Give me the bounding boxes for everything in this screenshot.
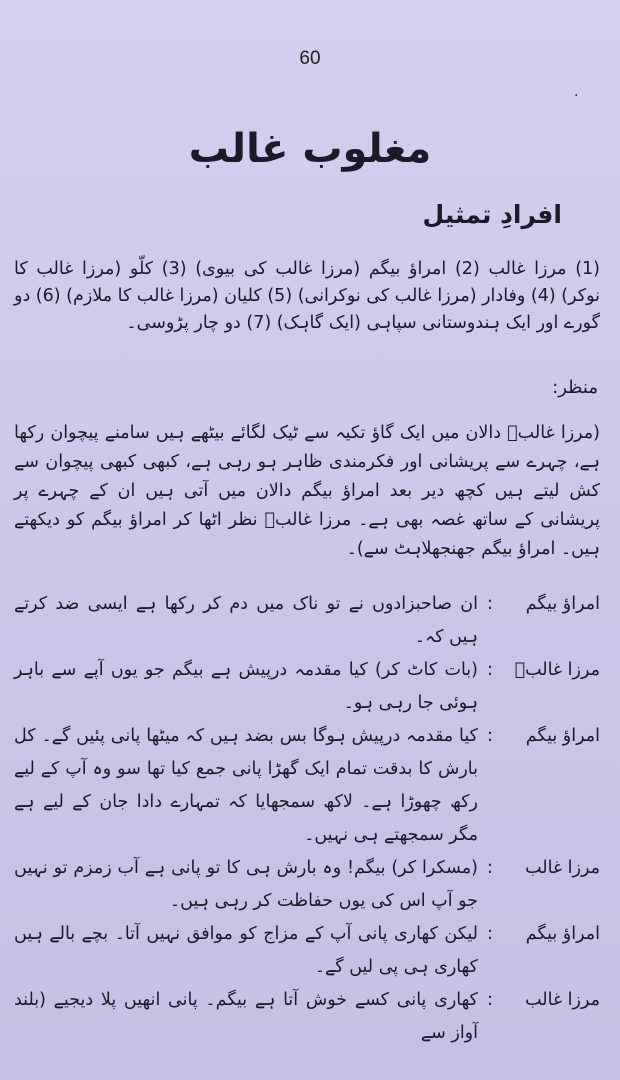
speaker-name: امراؤ بیگم <box>525 726 600 746</box>
speech-text: کھاری پانی کسے خوش آتا ہے بیگم۔ پانی انھیں پلا دیجیے (بلند آواز سے <box>14 990 478 1043</box>
dialogue-line <box>14 654 600 720</box>
speck: · <box>574 88 579 104</box>
dialogue-line <box>14 588 600 654</box>
dialogue-line <box>14 720 600 852</box>
speaker-colon: : <box>487 990 493 1010</box>
speaker-name: مرزا غالبؔ <box>514 660 600 680</box>
speech-text: کیا مقدمہ درپیش ہوگا بس بضد ہیں کہ میٹھا پانی پئیں گے۔ کل بارش کا بدقت تمام ایک گھڑا پانی جمع کیا تھا سو وہ آپ کے لیے رکھ چھوڑا ہے۔ لاکھ سمجھایا کہ تمہارے دادا جان کے لیے ہے مگر سمجھتے ہی نہیں۔ <box>14 726 478 845</box>
cast-heading: افرادِ تمثیل <box>422 200 562 229</box>
scene-label: منظر: <box>552 377 598 398</box>
dialogue-line <box>14 984 600 1050</box>
page-number: 60 <box>299 48 321 69</box>
speaker-colon: : <box>487 594 493 614</box>
speech-text: (بات کاٹ کر) کیا مقدمہ درپیش ہے بیگم جو یوں آپے سے باہر ہوئی جا رہی ہو۔ <box>14 660 478 713</box>
speaker-colon: : <box>487 726 493 746</box>
dialogue-section <box>14 588 600 1050</box>
speech-text: ان صاحبزادوں نے تو ناک میں دم کر رکھا ہے ایسی ضد کرتے ہیں کہ۔ <box>14 594 478 647</box>
speaker-name: امراؤ بیگم <box>525 594 600 614</box>
speaker-name: مرزا غالب <box>525 858 600 878</box>
chapter-title: مغلوب غالب <box>188 126 432 172</box>
speaker-colon: : <box>487 924 493 944</box>
speaker-name: امراؤ بیگم <box>525 924 600 944</box>
dialogue-line <box>14 852 600 918</box>
speaker-colon: : <box>487 858 493 878</box>
speaker-name: مرزا غالب <box>525 990 600 1010</box>
stage-direction: (مرزا غالبؔ دالان میں ایک گاؤ تکیہ سے ٹیک لگائے بیٹھے ہیں سامنے پیچوان رکھا ہے، چہرے سے پریشانی اور فکرمندی ظاہر ہو رہی ہے، کبھی کبھی پیچوان سے کش لیتے ہیں کچھ دیر بعد امراؤ بیگم دالان میں آتی ہیں ان کے چہرے پر پریشانی کے ساتھ غصہ بھی ہے۔ مرزا غالبؔ نظر اٹھا کر امراؤ بیگم کو دیکھتے ہیں۔ امراؤ بیگم جھنجھلاہٹ سے)۔ <box>14 423 600 559</box>
speech-text: (مسکرا کر) بیگم! وہ بارش ہی کا تو پانی ہے آب زمزم تو نہیں جو آپ اس کی یوں حفاظت کر رہی ہیں۔ <box>14 858 478 911</box>
cast-list: (1) مرزا غالب (2) امراؤ بیگم (مرزا غالب کی بیوی) (3) کلّو (مرزا غالب کا نوکر) (4) وفادار (مرزا غالب کی نوکرانی) (5) کلیان (مرزا غالب کا ملازم) (6) دو گورے اور ایک ہندوستانی سپاہی (ایک گاہک) (7) دو چار پڑوسی۔ <box>14 259 600 333</box>
speaker-colon: : <box>487 660 493 680</box>
dialogue-line <box>14 918 600 984</box>
speech-text: لیکن کھاری پانی آپ کے مزاج کو موافق نہیں آتا۔ بچے بالے ہیں کھاری ہی پی لیں گے۔ <box>14 924 478 977</box>
